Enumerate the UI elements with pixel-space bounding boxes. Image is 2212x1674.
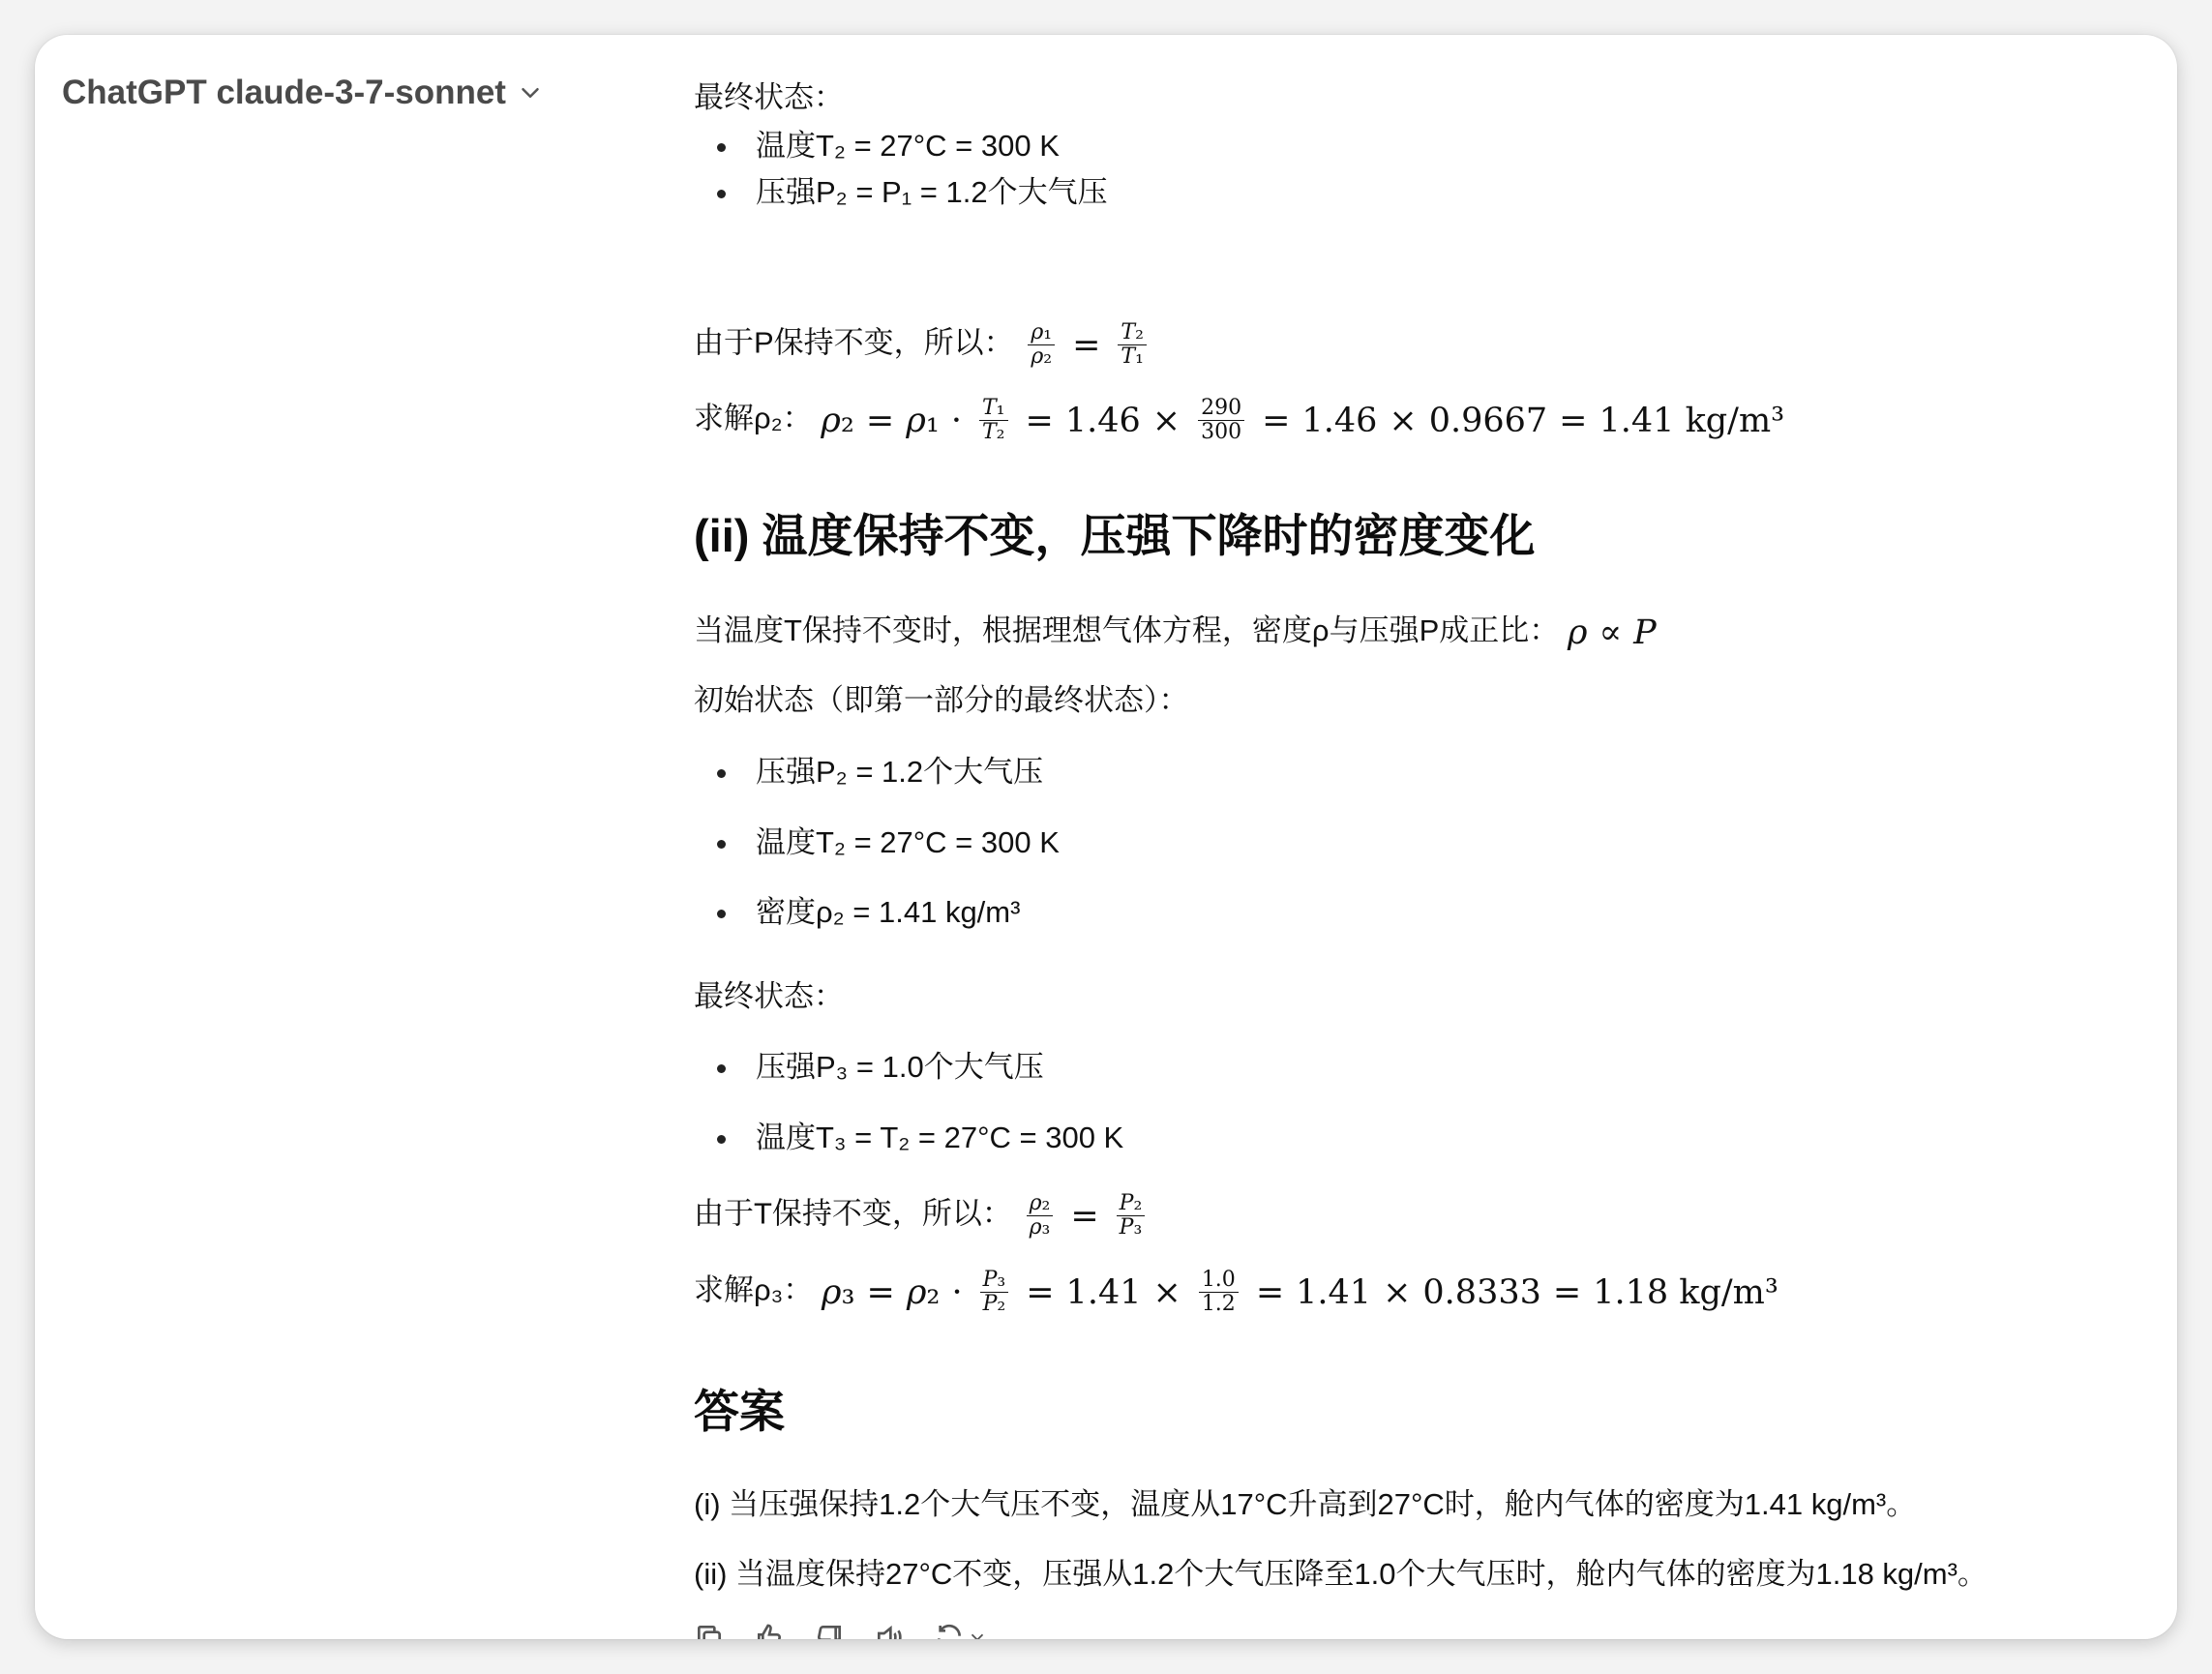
thumbs-up-button[interactable] <box>754 1622 785 1639</box>
intro-line: 当温度T保持不变时，根据理想气体方程，密度ρ与压强P成正比： ρ ∝ P <box>694 613 1657 652</box>
final-state-label: 最终状态： <box>694 979 844 1013</box>
chevron-down-icon <box>516 78 545 107</box>
read-aloud-button[interactable] <box>874 1622 905 1639</box>
solve-line: 求解ρ₃： ρ ₃ = ρ ₂ · $\frac{\text{P₃}}{\text{P₂}}$ = 1.41 × $\frac{1.0}{1.2}$ = 1.41 × 0.8333 = 1.18 kg/m³ <box>694 1268 1779 1316</box>
relation-line: 由于P保持不变，所以： $\frac{\text{ρ₁}}{\text{ρ₂}}$ = $\frac{\text{T₂}}{\text{T₁}}$ <box>694 321 1152 369</box>
formula: $\frac{\text{ρ₁}}{\text{ρ₂}}$ = $\frac{\text{T₂}}{\text{T₁}}$ <box>1022 321 1152 369</box>
answer-heading: 答案 <box>694 1386 785 1437</box>
copy-icon <box>694 1622 725 1639</box>
list-item: 温度T₂ = 27°C = 300 K <box>717 125 1060 167</box>
model-label: ChatGPT claude-3-7-sonnet <box>62 74 506 111</box>
list-item: 密度ρ₂ = 1.41 kg/m³ <box>717 891 1020 934</box>
formula: ρ ₂ = ρ ₁ · $\frac{\text{T₁}}{\text{T₂}}$ = 1.46 × $\frac{290}{300}$ = 1.46 × 0.9667 = 1.41 kg/m³ <box>821 396 1785 444</box>
answer-line: (ii) 当温度保持27°C不变，压强从1.2个大气压降至1.0个大气压时，舱内气体的密度为1.18 kg/m³。 <box>694 1557 1988 1591</box>
message-actions <box>694 1622 988 1639</box>
formula: $\frac{\text{ρ₂}}{\text{ρ₃}}$ = $\frac{\text{P₂}}{\text{P₃}}$ <box>1021 1192 1151 1240</box>
model-selector[interactable] <box>62 74 545 112</box>
list-item: 压强P₂ = P₁ = 1.2个大气压 <box>717 171 1108 214</box>
copy-button[interactable] <box>694 1622 725 1639</box>
list-item: 压强P₃ = 1.0个大气压 <box>717 1046 1044 1089</box>
regenerate-button[interactable] <box>934 1622 988 1639</box>
chat-window <box>35 35 2177 1639</box>
list-item: 压强P₂ = 1.2个大气压 <box>717 751 1043 793</box>
section-heading: (ii) 温度保持不变，压强下降时的密度变化 <box>694 510 1536 561</box>
thumbs-down-icon <box>814 1622 845 1639</box>
answer-line: (i) 当压强保持1.2个大气压不变，温度从17°C升高到27°C时，舱内气体的密度为1.41 kg/m³。 <box>694 1487 1917 1521</box>
thumbs-up-icon <box>754 1622 785 1639</box>
speaker-icon <box>874 1622 905 1639</box>
relation-line: 由于T保持不变，所以： $\frac{\text{ρ₂}}{\text{ρ₃}}$ = $\frac{\text{P₂}}{\text{P₃}}$ <box>694 1192 1151 1240</box>
formula: ρ ₃ = ρ ₂ · $\frac{\text{P₃}}{\text{P₂}}$ = 1.41 × $\frac{1.0}{1.2}$ = 1.41 × 0.8333 = 1.18 kg/m³ <box>821 1268 1779 1316</box>
list-item: 温度T₂ = 27°C = 300 K <box>717 822 1060 864</box>
solve-line: 求解ρ₂： ρ ₂ = ρ ₁ · $\frac{\text{T₁}}{\text{T₂}}$ = 1.46 × $\frac{290}{300}$ = 1.46 × 0.9667 = 1.41 kg/m³ <box>694 396 1785 444</box>
thumbs-down-button[interactable] <box>814 1622 845 1639</box>
regenerate-icon <box>934 1622 965 1639</box>
formula: ρ ∝ P <box>1567 613 1657 652</box>
chevron-down-icon <box>967 1627 988 1639</box>
list-item: 温度T₃ = T₂ = 27°C = 300 K <box>717 1117 1123 1159</box>
final-state-label: 最终状态： <box>694 80 844 114</box>
initial-state-label: 初始状态（即第一部分的最终状态）： <box>694 683 1189 717</box>
